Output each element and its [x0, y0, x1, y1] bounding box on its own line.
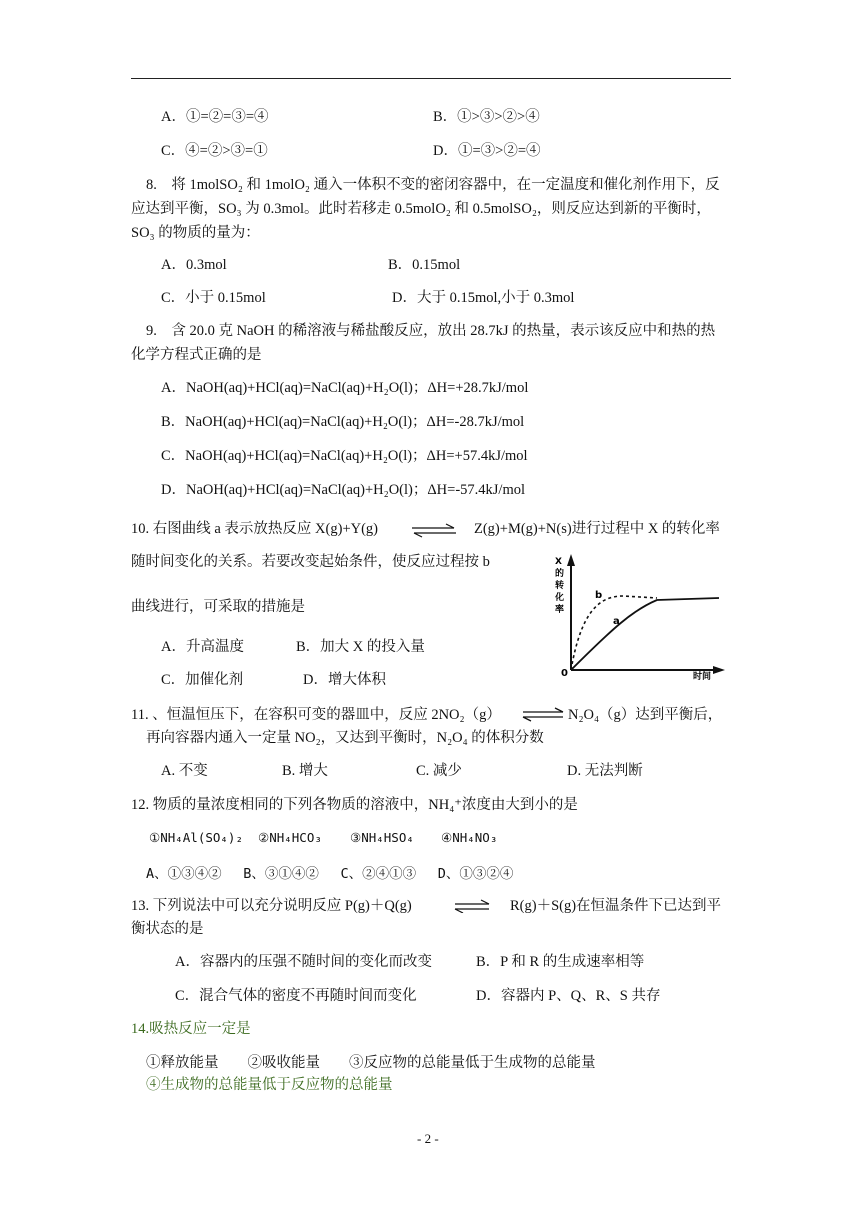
q9-stem-line1: 9. 含 20.0 克 NaOH 的稀溶液与稀盐酸反应，放出 28.7kJ 的热量，表示该反应中和热的热: [146, 323, 716, 339]
y-axis-arrow-icon: [567, 554, 575, 566]
equilibrium-arrow-icon: [453, 899, 491, 913]
q9-option-a: A．NaOH(aq)+HCl(aq)=NaCl(aq)+H₂O(l)；ΔH=+28.7kJ/mol: [161, 380, 529, 396]
graph-ylabel-line3: 转: [555, 581, 565, 591]
q10-option-d: D．增大体积: [303, 672, 386, 688]
q11-stem-line1-right: N₂O₄（g）达到平衡后，: [568, 707, 723, 723]
q11-stem-line2: 再向容器内通入一定量 NO₂，又达到平衡时，N₂O₄ 的体积分数: [146, 730, 544, 746]
curve-b-label: b: [595, 590, 603, 601]
curve-a-label: a: [613, 616, 620, 627]
q11-option-c: C. 减少: [416, 763, 462, 779]
q14-options-line2: ④生成物的总能量低于反应物的总能量: [146, 1077, 393, 1093]
q8-option-c: C．小于 0.15mol: [161, 290, 266, 306]
graph-ylabel-line4: 化: [555, 593, 565, 603]
equilibrium-arrow-icon: [410, 522, 458, 538]
q11-option-b: B. 增大: [282, 763, 328, 779]
graph-ylabel-line1: X: [555, 557, 562, 567]
q8-option-b: B．0.15mol: [388, 257, 461, 273]
equilibrium-arrow-icon: [521, 706, 565, 722]
graph-ylabel-line2: 的: [555, 569, 565, 579]
q8-option-d: D．大于 0.15mol,小于 0.3mol: [392, 290, 575, 306]
q10-stem-line2: 随时间变化的关系。若要改变起始条件，使反应过程按 b: [131, 554, 490, 570]
x-axis-arrow-icon: [713, 666, 725, 674]
q10-option-c: C．加催化剂: [161, 672, 244, 688]
curve-a: [571, 598, 719, 670]
q12-options: A、①③④② B、③①④② C、②④①③ D、①③②④: [146, 866, 514, 882]
q13-option-a: A．容器内的压强不随时间的变化而改变: [175, 954, 432, 970]
q8-option-a: A．0.3mol: [161, 257, 227, 273]
q12-item-2: ②NH₄HCO₃: [258, 830, 322, 845]
q9-option-c: C．NaOH(aq)+HCl(aq)=NaCl(aq)+H₂O(l)；ΔH=+57.4kJ/mol: [161, 448, 528, 464]
graph-xlabel: 时间: [693, 672, 712, 680]
q13-option-c: C．混合气体的密度不再随时间而变化: [175, 988, 417, 1004]
q10-stem-line1-left: 10. 右图曲线 a 表示放热反应 X(g)+Y(g): [131, 521, 378, 537]
q8-stem-line1: 8. 将 1molSO₂ 和 1molO₂ 通入一体积不变的密闭容器中，在一定温度和催化剂作用下，反: [146, 177, 720, 193]
q11-option-d: D. 无法判断: [567, 763, 643, 779]
q13-stem-line1-right: R(g)＋S(g)在恒温条件下已达到平: [510, 898, 722, 914]
q10-option-b: B．加大 X 的投入量: [296, 639, 425, 655]
q13-stem-line1-left: 13. 下列说法中可以充分说明反应 P(g)＋Q(g): [131, 898, 412, 914]
page-number: - 2 -: [417, 1131, 439, 1146]
q7-option-c: C．④=②>③=①: [161, 143, 268, 159]
q12-item-4: ④NH₄NO₃: [441, 830, 498, 845]
q7-option-d: D．①=③>②=④: [433, 143, 541, 159]
q10-option-a: A．升高温度: [161, 639, 244, 655]
header-rule: [131, 78, 731, 79]
graph-ylabel-line5: 率: [555, 605, 565, 615]
q14-options-line1: ①释放能量 ②吸收能量 ③反应物的总能量低于生成物的总能量: [146, 1055, 596, 1071]
q11-stem-line1-left: 11. 、恒温恒压下，在容积可变的器皿中，反应 2NO₂（g）: [131, 707, 501, 723]
q7-option-b: B．①>③>②>④: [433, 109, 540, 125]
q13-option-d: D．容器内 P、Q、R、S 共存: [476, 988, 661, 1004]
graph-origin: 0: [561, 668, 568, 679]
q12-item-3: ③NH₄HSO₄: [350, 830, 414, 845]
q10-stem-line1-right: Z(g)+M(g)+N(s)进行过程中 X 的转化率: [474, 521, 720, 537]
q9-option-d: D．NaOH(aq)+HCl(aq)=NaCl(aq)+H₂O(l)；ΔH=-57.4kJ/mol: [161, 482, 526, 498]
q10-stem-line3: 曲线进行，可采取的措施是: [131, 599, 305, 615]
q8-stem-line3: SO₃ 的物质的量为：: [131, 225, 260, 241]
q7-option-a: A．①=②=③=④: [161, 109, 269, 125]
q9-option-b: B．NaOH(aq)+HCl(aq)=NaCl(aq)+H₂O(l)；ΔH=-28.7kJ/mol: [161, 414, 525, 430]
q11-option-a: A. 不变: [161, 763, 208, 779]
q8-stem-line2: 应达到平衡，SO₃ 为 0.3mol。此时若移走 0.5molO₂ 和 0.5molSO₂，则反应达到新的平衡时，: [131, 201, 711, 217]
conversion-time-graph: [553, 548, 737, 680]
q12-item-1: ①NH₄Al(SO₄)₂: [149, 830, 243, 845]
q13-option-b: B．P 和 R 的生成速率相等: [476, 954, 645, 970]
q14-stem: 14.吸热反应一定是: [131, 1021, 251, 1037]
q12-stem: 12. 物质的量浓度相同的下列各物质的溶液中，NH₄⁺浓度由大到小的是: [131, 797, 578, 813]
q9-stem-line2: 化学方程式正确的是: [131, 347, 262, 363]
q13-stem-line2: 衡状态的是: [131, 921, 204, 937]
